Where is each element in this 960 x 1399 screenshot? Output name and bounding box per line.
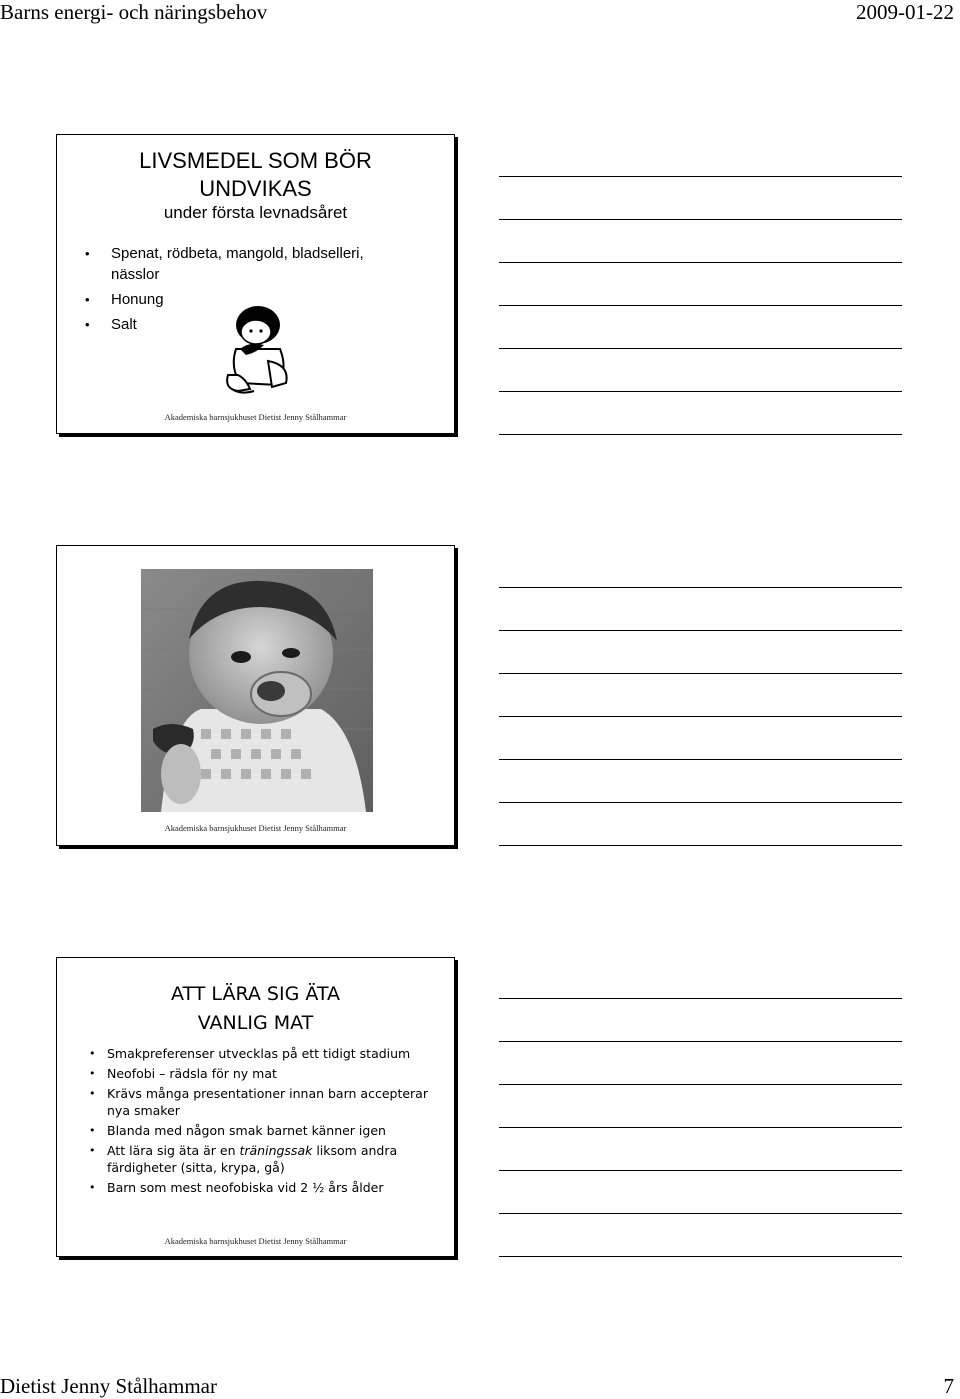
note-line xyxy=(499,1256,902,1257)
note-line xyxy=(499,219,902,220)
note-line xyxy=(499,587,902,588)
child-eating-photo xyxy=(141,569,373,812)
note-line xyxy=(499,176,902,177)
note-line xyxy=(499,1041,902,1042)
page-header-title: Barns energi- och näringsbehov xyxy=(0,0,268,24)
note-line xyxy=(499,673,902,674)
note-line xyxy=(499,1170,902,1171)
slide-3-bullet-list xyxy=(89,1045,429,1199)
note-line xyxy=(499,305,902,306)
note-line xyxy=(499,1213,902,1214)
slide-3-title xyxy=(57,980,454,1038)
slide-1-title xyxy=(57,147,454,203)
list-item: • Smakpreferenser utvecklas på ett tidigt stadium xyxy=(89,1045,429,1062)
note-line xyxy=(499,348,902,349)
note-line xyxy=(499,716,902,717)
slide-1-footer: Akademiska barnsjukhuset Dietist Jenny Stålhammar xyxy=(164,412,347,422)
note-line xyxy=(499,630,902,631)
list-item: • Honung xyxy=(85,289,415,310)
note-line xyxy=(499,1084,902,1085)
toddler-clipart-icon xyxy=(220,305,295,395)
slide-2 xyxy=(56,545,455,846)
page-number: 7 xyxy=(943,1374,954,1398)
list-item: • Blanda med någon smak barnet känner igen xyxy=(89,1122,429,1139)
bullet-emphasis: träningssak xyxy=(239,1143,313,1158)
slide-2-footer: Akademiska barnsjukhuset Dietist Jenny Stålhammar xyxy=(164,823,347,833)
slide-1-subtitle: under första levnadsåret xyxy=(163,203,348,222)
list-item: • Neofobi – rädsla för ny mat xyxy=(89,1065,429,1082)
slide-3-title-line2: VANLIG MAT xyxy=(197,1012,314,1034)
list-item: • Spenat, rödbeta, mangold, bladselleri, nässlor xyxy=(85,243,415,285)
bullet-text: liksom andra färdigheter (sitta, krypa, gå) xyxy=(107,1143,398,1175)
note-line xyxy=(499,759,902,760)
slide-1 xyxy=(56,134,455,434)
note-line xyxy=(499,802,902,803)
note-line xyxy=(499,391,902,392)
slide-3 xyxy=(56,957,455,1257)
note-line xyxy=(499,434,902,435)
list-item: • Krävs många presentationer innan barn accepterar nya smaker xyxy=(89,1085,429,1119)
slide-3-title-line1: ATT LÄRA SIG ÄTA xyxy=(170,983,340,1005)
slide-1-title-line1: LIVSMEDEL SOM BÖR xyxy=(139,148,372,173)
page-header-date: 2009-01-22 xyxy=(856,0,954,24)
list-item: • Barn som mest neofobiska vid 2 ½ års ålder xyxy=(89,1179,429,1196)
list-item xyxy=(89,1142,429,1176)
list-item: • Salt xyxy=(85,314,415,335)
note-line xyxy=(499,262,902,263)
slide-3-footer: Akademiska barnsjukhuset Dietist Jenny Stålhammar xyxy=(164,1236,347,1246)
bullet-text: Att lära sig äta är en xyxy=(107,1143,240,1158)
note-line xyxy=(499,845,902,846)
slide-1-title-line2: UNDVIKAS xyxy=(199,176,312,201)
page-footer-author: Dietist Jenny Stålhammar xyxy=(0,1374,217,1398)
note-line xyxy=(499,1127,902,1128)
note-line xyxy=(499,998,902,999)
